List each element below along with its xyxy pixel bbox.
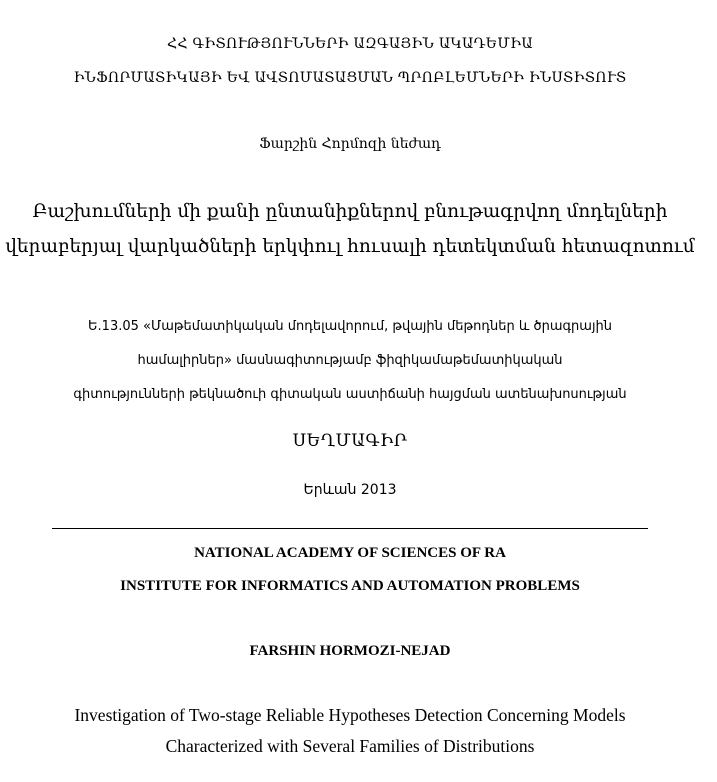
armenian-specialty-line-3: գիտությունների թեկնածուի գիտական աստիճանի հայցման ատենախոսության — [73, 387, 627, 402]
armenian-author-name: Ֆարշին Հորմոզի նեժադ — [259, 136, 441, 152]
section-divider — [52, 528, 648, 529]
english-thesis-title-line-1: Investigation of Two-stage Reliable Hypotheses Detection Concerning Models — [74, 705, 626, 725]
armenian-thesis-title-line-1: Բաշխումների մի քանի ընտանիքներով բնութագրվող մոդելների — [32, 201, 668, 222]
english-institute-name: INSTITUTE FOR INFORMATICS AND AUTOMATION PROBLEMS — [120, 578, 580, 594]
armenian-city-year: Երևան 2013 — [303, 482, 397, 498]
armenian-specialty-line-1: Ե.13.05 «Մաթեմատիկական մոդելավորում, թվային մեթոդներ և ծրագրային — [88, 319, 612, 334]
armenian-document-type: ՍԵՂՄԱԳԻՐ — [292, 431, 408, 451]
english-author-name: FARSHIN HORMOZI-NEJAD — [249, 643, 451, 659]
armenian-thesis-title-line-2: վերաբերյալ վարկածների երկփուլ հուսալի դետեկտման հետազոտում — [5, 236, 695, 257]
armenian-academy-name: ՀՀ ԳԻՏՈՒԹՅՈՒՆՆԵՐԻ ԱԶԳԱՅԻՆ ԱԿԱԴԵՄԻԱ — [166, 36, 534, 52]
english-thesis-title-line-2: Characterized with Several Families of Distributions — [165, 736, 535, 756]
armenian-specialty-line-2: համալիրներ» մասնագիտությամբ ֆիզիկամաթեմատիկական — [137, 353, 563, 368]
english-academy-name: NATIONAL ACADEMY OF SCIENCES OF RA — [194, 545, 506, 561]
armenian-institute-name: ԻՆՖՈՐՄԱՏԻԿԱՅԻ ԵՎ ԱՎՏՈՄԱՏԱՑՄԱՆ ՊՐՈԲԼԵՄՆԵՐԻ ԻՆՍՏԻՏՈՒՏ — [73, 70, 627, 86]
